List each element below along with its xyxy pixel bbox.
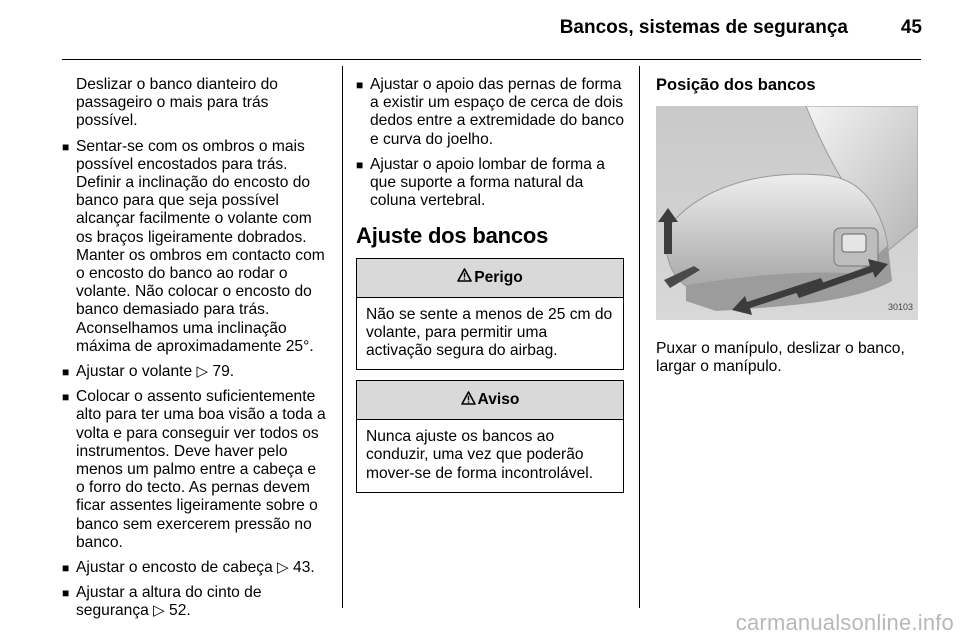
list-item [62,584,326,620]
list-item-text: Ajustar o apoio das pernas de forma a existir um espaço de cerca de dois dedos entre a extremidade do banco e curva do joelho. [370,76,625,148]
column-3 [656,76,922,377]
instruction-list [356,76,624,210]
header-rule [62,59,921,60]
warning-triangle-icon [457,268,472,287]
list-item [356,156,624,211]
running-header-title: Bancos, sistemas de segurança [559,17,848,38]
warning-triangle-icon [461,391,476,410]
square-bullet-icon: ■ [356,78,364,92]
column-divider-left [342,66,343,608]
list-item-text: Sentar-se com os ombros o mais possível encostados para trás. Definir a inclinação do encosto do banco para que seja possível alcançar facilmente o volante com os braços ligeiramente dobrados. Manter os ombros em contacto com o encosto do banco ao rodar o volante. Não colocar o encosto do banco demasiado para trás. Aconselhamos uma inclinação máxima de aproximadamente 25°. [76,137,325,355]
notice-box-title: Aviso [477,391,520,409]
page-reference-link[interactable]: 43. [293,559,315,577]
list-item [62,138,326,356]
square-bullet-icon: ■ [356,157,364,172]
list-item [62,363,326,381]
notice-box-text: Nunca ajuste os bancos ao conduzir, uma vez que poderão mover-se de forma incontrolável. [366,428,594,482]
list-item-text: Ajustar o apoio lombar de forma a que suporte a forma natural da coluna vertebral. [370,155,605,210]
list-item [62,559,326,577]
notice-box [356,380,624,493]
square-bullet-icon: ■ [62,390,70,405]
square-bullet-icon: ■ [62,561,70,576]
column-divider-right [639,66,640,608]
page-number: 45 [900,17,922,38]
square-bullet-icon: ■ [62,139,70,154]
list-item [62,388,326,552]
list-item-text: Ajustar a altura do cinto de segurança [76,584,262,620]
section-title: Ajuste dos bancos [356,223,549,249]
figure-number: 30103 [887,302,913,312]
danger-box-header [357,259,623,298]
page-reference-link[interactable]: 52. [169,602,191,620]
column-2 [356,76,624,503]
danger-box-text: Não se sente a menos de 25 cm do volante, para permitir uma activação segura do airbag. [366,305,613,360]
subsection-title: Posição dos bancos [656,76,816,94]
reference-arrow-icon: ▷ [277,559,289,577]
list-item-text: Ajustar o volante [76,363,197,381]
list-item-text: Ajustar o encosto de cabeça [76,559,278,577]
square-bullet-icon: ■ [62,365,70,380]
page-reference-link[interactable]: 79. [212,363,235,381]
list-item [356,76,624,149]
danger-box [356,258,624,371]
square-bullet-icon: ■ [62,586,70,601]
reference-arrow-icon: ▷ [153,602,165,620]
notice-box-header [357,381,623,420]
seat-adjustment-illustration [656,106,918,320]
watermark: carmanualsonline.info [735,610,954,635]
figure-caption: Puxar o manípulo, deslizar o banco, largar o manípulo. [656,340,905,376]
list-item-text: Colocar o assento suficientemente alto para ter uma boa visão a toda a volta e para conseguir ver todos os instrumentos. Deve haver pelo menos um palmo entre a cabeça e o forro do tecto. As pernas devem ficar assentes ligeiramente sobre o banco sem exercerem pressão no banco. [76,388,326,551]
intro-paragraph: Deslizar o banco dianteiro do passageiro o mais para trás possível. [76,76,278,130]
column-1 [62,76,326,628]
danger-box-title: Perigo [474,268,523,286]
instruction-list [62,138,326,621]
reference-arrow-icon: ▷ [196,363,209,381]
